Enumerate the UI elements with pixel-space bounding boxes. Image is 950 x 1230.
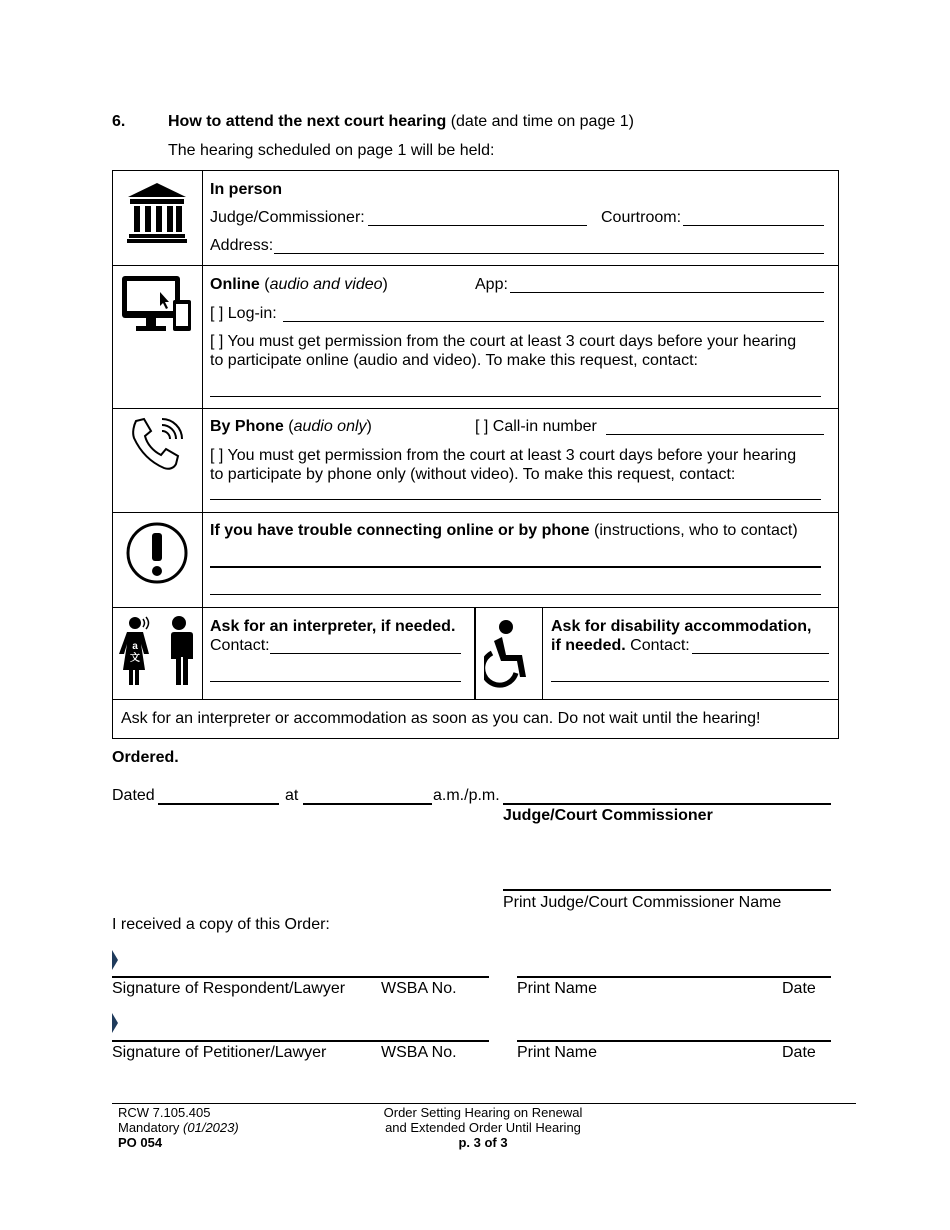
col-divider bbox=[542, 607, 543, 699]
disability-title-line1: Ask for disability accommodation, bbox=[551, 618, 812, 635]
trouble-field-1[interactable] bbox=[210, 566, 821, 568]
judge-label: Judge/Commissioner: bbox=[210, 209, 365, 226]
icon-column-divider bbox=[202, 170, 203, 699]
footer-center bbox=[333, 1105, 633, 1150]
svg-text:a: a bbox=[132, 641, 138, 652]
phone-title: By Phone (audio only) bbox=[210, 418, 372, 435]
print-judge-name-label: Print Judge/Court Commissioner Name bbox=[503, 894, 782, 911]
interpreter-title: Ask for an interpreter, if needed. bbox=[210, 618, 456, 635]
interpreter-contact-label: Contact: bbox=[210, 637, 270, 654]
respondent-print-label: Print Name bbox=[517, 980, 598, 997]
phone-permission-line1[interactable]: [ ] You must get permission from the court at least 3 court days before your hearing bbox=[210, 447, 797, 464]
respondent-signature-line[interactable] bbox=[112, 976, 489, 978]
petitioner-wsba-label: WSBA No. bbox=[381, 1044, 457, 1061]
section-intro: The hearing scheduled on page 1 will be held: bbox=[168, 142, 495, 159]
wheelchair-icon bbox=[484, 619, 534, 689]
judge-signature-label: Judge/Court Commissioner bbox=[503, 807, 713, 824]
courthouse-icon bbox=[126, 181, 188, 243]
interpreter-contact-field[interactable] bbox=[270, 653, 461, 654]
online-title-text: Online bbox=[210, 276, 260, 293]
footer-page: p. 3 of 3 bbox=[458, 1135, 508, 1150]
disability-contact-label: Contact: bbox=[630, 637, 690, 654]
print-judge-name-line[interactable] bbox=[503, 889, 831, 891]
footer-title-1: Order Setting Hearing on Renewal bbox=[383, 1105, 583, 1120]
interpreter-contact-field-2[interactable] bbox=[210, 681, 461, 682]
disability-title-line2 bbox=[551, 637, 690, 655]
footer-form-number: PO 054 bbox=[118, 1135, 163, 1150]
col-divider bbox=[474, 607, 476, 699]
footer-mandatory bbox=[118, 1120, 239, 1135]
signature-flag-icon bbox=[112, 1013, 118, 1033]
address-field[interactable] bbox=[274, 253, 824, 254]
petitioner-print-line[interactable] bbox=[517, 1040, 831, 1042]
footer-rcw: RCW 7.105.405 bbox=[118, 1105, 211, 1120]
footer-left bbox=[118, 1105, 239, 1150]
section-number: 6. bbox=[112, 113, 126, 130]
phone-permission-line2: to participate by phone only (without video). To make this request, contact: bbox=[210, 466, 736, 483]
in-person-title: In person bbox=[210, 181, 283, 198]
svg-text:文: 文 bbox=[130, 653, 140, 664]
callin-checkbox-label[interactable]: [ ] Call-in number bbox=[475, 418, 597, 435]
online-title-note: audio and video bbox=[269, 276, 383, 293]
trouble-note: (instructions, who to contact) bbox=[594, 522, 798, 539]
section-title-text: How to attend the next court hearing bbox=[168, 113, 447, 130]
courtroom-label: Courtroom: bbox=[601, 209, 682, 226]
signature-flag-icon bbox=[112, 950, 118, 970]
at-label: at bbox=[285, 787, 299, 804]
login-field[interactable] bbox=[283, 321, 824, 322]
disability-contact-field[interactable] bbox=[692, 653, 829, 654]
petitioner-signature-label: Signature of Petitioner/Lawyer bbox=[112, 1044, 327, 1061]
interpreter-icon bbox=[118, 615, 196, 687]
time-field[interactable] bbox=[303, 803, 432, 805]
phone-title-note: audio only bbox=[293, 418, 367, 435]
petitioner-print-label: Print Name bbox=[517, 1044, 598, 1061]
online-contact-field[interactable] bbox=[210, 396, 821, 397]
disability-title-bold: if needed. bbox=[551, 637, 626, 654]
phone-contact-field[interactable] bbox=[210, 499, 821, 500]
dated-label: Dated bbox=[112, 787, 155, 804]
section-title bbox=[168, 113, 634, 131]
login-checkbox-label[interactable]: [ ] Log-in: bbox=[210, 305, 277, 322]
app-label: App: bbox=[475, 276, 508, 293]
exclamation-icon bbox=[125, 521, 189, 585]
phone-title-text: By Phone bbox=[210, 418, 284, 435]
petitioner-signature-line[interactable] bbox=[112, 1040, 489, 1042]
trouble-title bbox=[210, 522, 798, 540]
computer-phone-icon bbox=[120, 274, 194, 334]
ampm-label: a.m./p.m. bbox=[433, 787, 500, 804]
online-permission-line2: to participate online (audio and video). To make this request, contact: bbox=[210, 352, 698, 369]
footer-mandatory-text: Mandatory bbox=[118, 1120, 180, 1135]
callin-field[interactable] bbox=[606, 434, 824, 435]
judge-signature-line[interactable] bbox=[503, 803, 831, 805]
footer-version: (01/2023) bbox=[183, 1120, 239, 1135]
online-permission-line1[interactable]: [ ] You must get permission from the court at least 3 court days before your hearing bbox=[210, 333, 797, 350]
disability-contact-field-2[interactable] bbox=[551, 681, 829, 682]
judge-field[interactable] bbox=[368, 225, 587, 226]
received-copy-label: I received a copy of this Order: bbox=[112, 916, 330, 933]
trouble-field-2[interactable] bbox=[210, 594, 821, 595]
trouble-title-text: If you have trouble connecting online or by phone bbox=[210, 522, 590, 539]
phone-icon bbox=[128, 417, 188, 473]
row-divider bbox=[112, 512, 839, 513]
date-field[interactable] bbox=[158, 803, 279, 805]
ordered-label: Ordered. bbox=[112, 749, 179, 766]
row-divider bbox=[112, 408, 839, 409]
petitioner-date-label: Date bbox=[782, 1044, 816, 1061]
respondent-print-line[interactable] bbox=[517, 976, 831, 978]
app-field[interactable] bbox=[510, 292, 824, 293]
row-divider bbox=[112, 699, 839, 700]
courtroom-field[interactable] bbox=[683, 225, 824, 226]
respondent-date-label: Date bbox=[782, 980, 816, 997]
respondent-wsba-label: WSBA No. bbox=[381, 980, 457, 997]
footer-rule bbox=[112, 1103, 856, 1104]
interpreter-notice: Ask for an interpreter or accommodation as soon as you can. Do not wait until the hearing! bbox=[121, 710, 761, 727]
online-title: Online (audio and video) bbox=[210, 276, 388, 293]
address-label: Address: bbox=[210, 237, 274, 254]
section-title-note: (date and time on page 1) bbox=[450, 113, 634, 130]
row-divider bbox=[112, 265, 839, 266]
footer-title-2: and Extended Order Until Hearing bbox=[385, 1120, 581, 1135]
respondent-signature-label: Signature of Respondent/Lawyer bbox=[112, 980, 346, 997]
